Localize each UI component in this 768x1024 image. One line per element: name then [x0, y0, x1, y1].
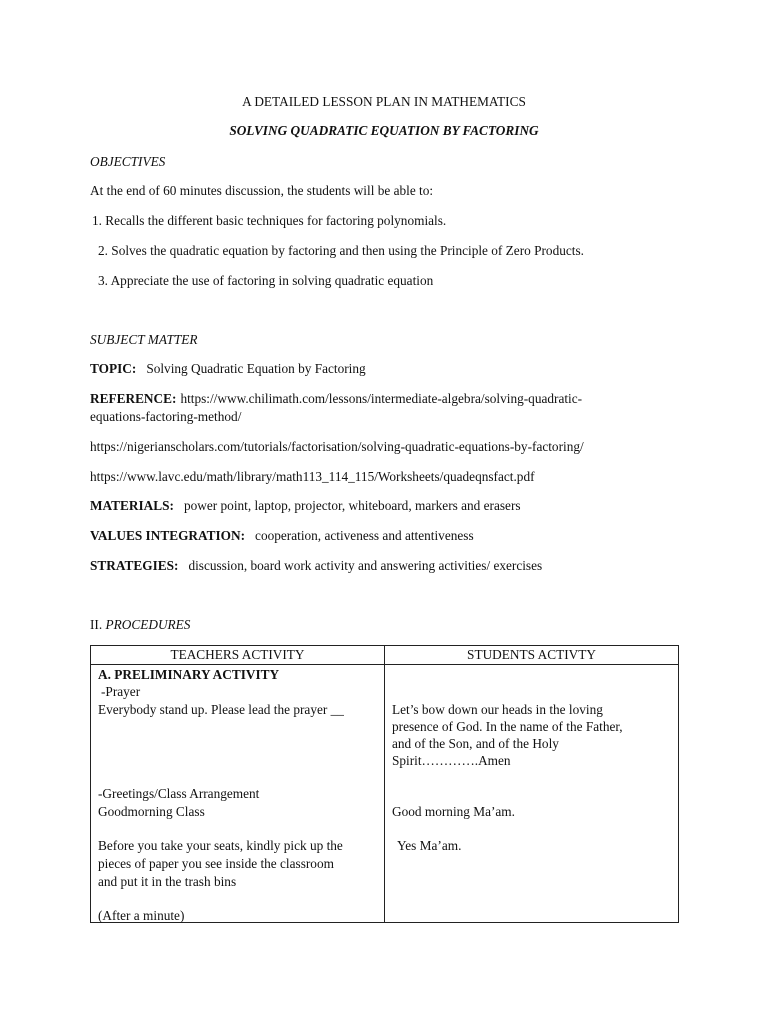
strategies-label: STRATEGIES: — [90, 558, 179, 573]
student-line: presence of God. In the name of the Father, — [392, 719, 623, 734]
topic-value: Solving Quadratic Equation by Factoring — [146, 361, 366, 376]
objectives-heading: OBJECTIVES — [90, 154, 166, 169]
teachers-activity-cell — [91, 665, 385, 923]
reference-link: https://www.chilimath.com/lessons/intermediate-algebra/solving-quadratic- — [180, 391, 583, 406]
student-line: Good morning Ma’am. — [392, 804, 515, 819]
procedures-heading — [90, 617, 190, 633]
objective-item: 3. Appreciate the use of factoring in solving quadratic equation — [98, 273, 434, 288]
student-line: and of the Son, and of the Holy — [392, 736, 559, 751]
preliminary-activity-heading: A. PRELIMINARY ACTIVITY — [98, 667, 280, 682]
column-header-teachers: TEACHERS ACTIVITY — [91, 646, 385, 665]
strategies-row — [90, 558, 542, 574]
teacher-line: Before you take your seats, kindly pick up the — [98, 838, 343, 853]
objectives-intro: At the end of 60 minutes discussion, the students will be able to: — [90, 183, 434, 198]
materials-value: power point, laptop, projector, whiteboard, markers and erasers — [183, 498, 521, 513]
procedures-title: PROCEDURES — [105, 617, 191, 632]
document-title: A DETAILED LESSON PLAN IN MATHEMATICS — [242, 94, 526, 109]
reference-link: https://nigerianscholars.com/tutorials/factorisation/solving-quadratic-equations-by-factoring/ — [90, 439, 584, 454]
table-row — [91, 665, 679, 923]
teacher-line: (After a minute) — [98, 908, 185, 923]
document-subtitle: SOLVING QUADRATIC EQUATION BY FACTORING — [229, 123, 539, 138]
strategies-value: discussion, board work activity and answering activities/ exercises — [188, 558, 543, 573]
subject-matter-heading: SUBJECT MATTER — [90, 332, 198, 347]
table-header-row — [91, 646, 679, 665]
reference-link: equations-factoring-method/ — [90, 409, 242, 424]
teacher-line: Everybody stand up. Please lead the prayer __ — [98, 702, 344, 717]
teacher-line: -Greetings/Class Arrangement — [98, 786, 260, 801]
procedures-table — [90, 645, 679, 923]
objective-item: 1. Recalls the different basic techniques for factoring polynomials. — [92, 213, 447, 228]
student-line: Spirit………….Amen — [392, 753, 511, 768]
reference-link: https://www.lavc.edu/math/library/math113_114_115/Worksheets/quadeqnsfact.pdf — [90, 469, 535, 484]
materials-row — [90, 498, 521, 514]
student-line: Let’s bow down our heads in the loving — [392, 702, 603, 717]
reference-row — [90, 391, 582, 407]
materials-label: MATERIALS: — [90, 498, 174, 513]
column-header-students: STUDENTS ACTIVTY — [385, 646, 679, 665]
values-value: cooperation, activeness and attentiveness — [255, 528, 474, 543]
topic-row — [90, 361, 366, 377]
values-label: VALUES INTEGRATION: — [90, 528, 246, 543]
students-activity-cell — [385, 665, 679, 923]
teacher-line: -Prayer — [101, 684, 141, 699]
reference-label: REFERENCE: — [90, 391, 177, 406]
teacher-line: and put it in the trash bins — [98, 874, 237, 889]
topic-label: TOPIC: — [90, 361, 137, 376]
teacher-line: Goodmorning Class — [98, 804, 205, 819]
values-row — [90, 528, 474, 544]
objective-item: 2. Solves the quadratic equation by factoring and then using the Principle of Zero Products. — [98, 243, 584, 258]
teacher-line: pieces of paper you see inside the classroom — [98, 856, 334, 871]
student-line: Yes Ma’am. — [397, 838, 462, 853]
procedures-numeral: II. — [90, 617, 103, 632]
